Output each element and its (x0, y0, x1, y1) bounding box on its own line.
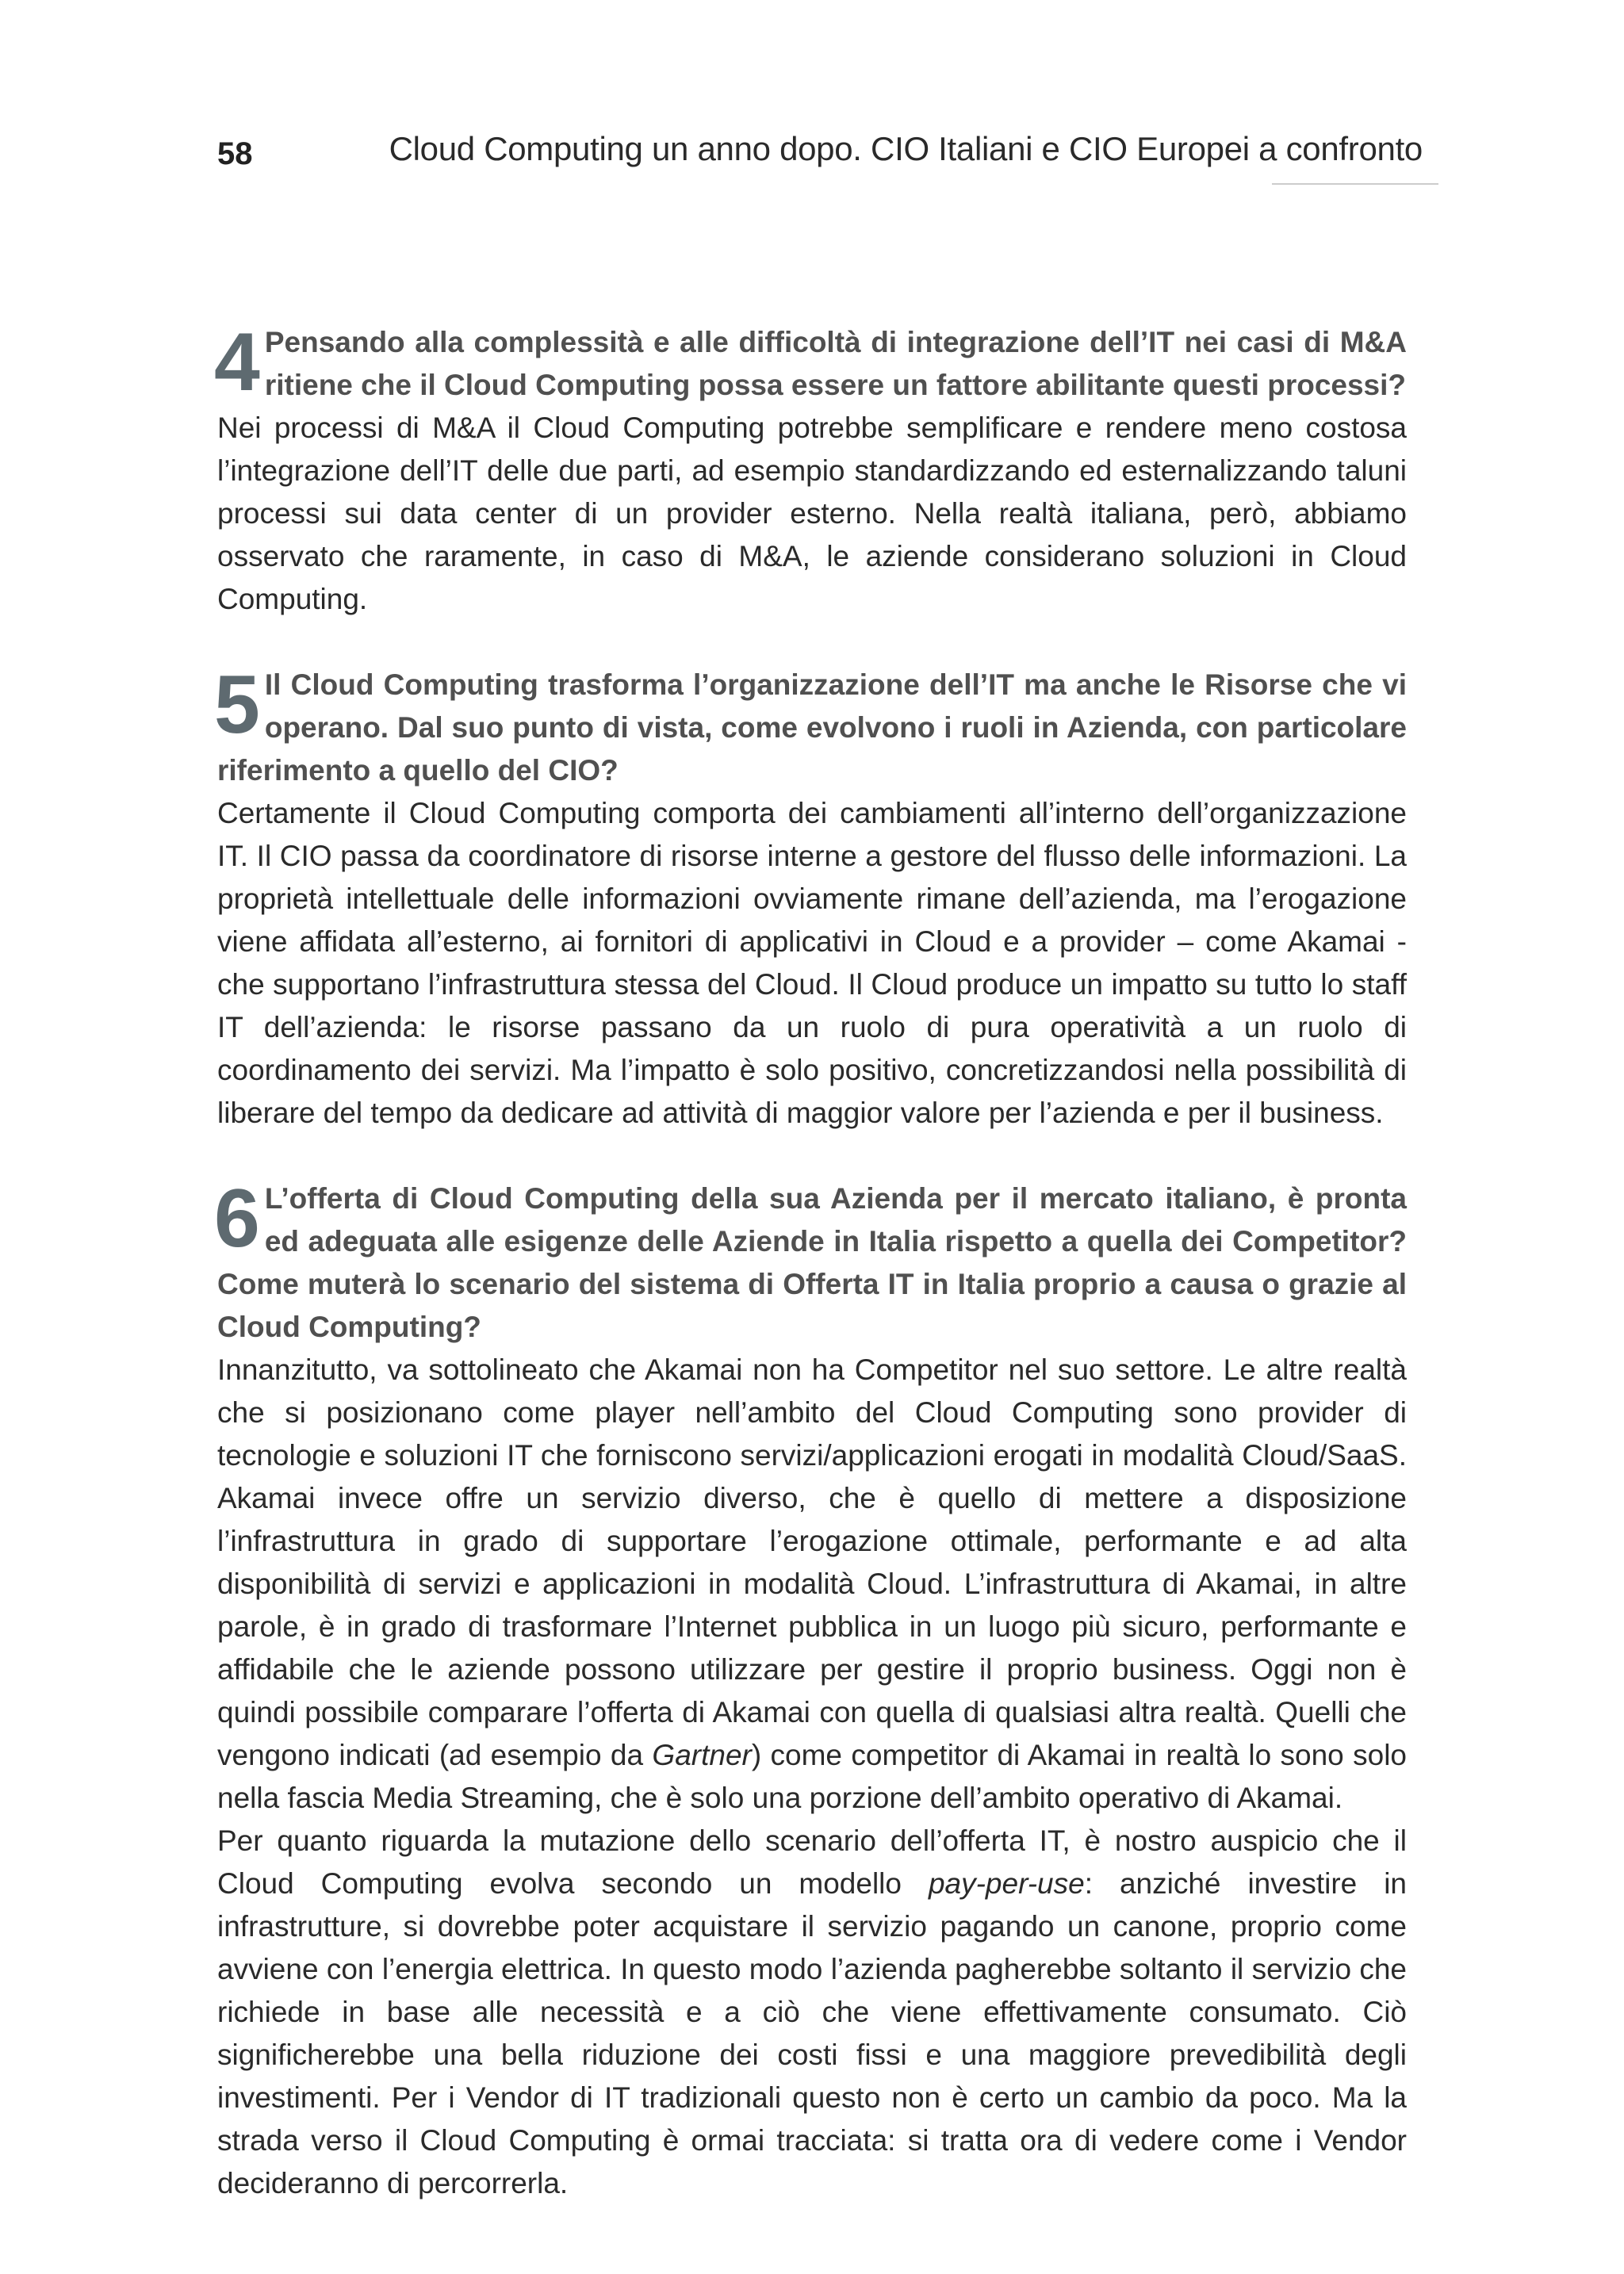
answer-paragraph (217, 1349, 1407, 1820)
question-text: Il Cloud Computing trasforma l’organizzazione dell’IT ma anche le Risorse che vi operano. Dal suo punto di vista, come evolvono i ruoli in Azienda, con particolare riferimento a quello del CIO? (217, 668, 1407, 787)
question-text: Pensando alla complessità e alle difficoltà di integrazione dell’IT nei casi di M&A ritiene che il Cloud Computing possa essere un fattore abilitante questi processi? (264, 326, 1407, 401)
question (214, 316, 1407, 408)
question-number: 5 (214, 659, 260, 751)
answer-text: Per quanto riguarda la mutazione dello scenario dell’offerta IT, è nostro auspicio che il Cloud Computing evolva secondo un modello (217, 1824, 1407, 1900)
answer-emphasis: Gartner (652, 1739, 752, 1771)
qa-section-6 (214, 1173, 1407, 2205)
running-title: Cloud Computing un anno dopo. CIO Italiani e CIO Europei a confronto (389, 130, 1423, 167)
question (214, 659, 1407, 792)
page-number: 58 (217, 136, 253, 171)
answer-text: Innanzitutto, va sottolineato che Akamai non ha Competitor nel suo settore. Le altre realtà che si posizionano come player nell’ambito del Cloud Computing sono provider di tecnologie e soluzioni IT che forniscono servizi/applicazioni erogati in modalità Cloud/SaaS. Akamai invece offre un servizio diverso, che è quello di mettere a disposizione l’infrastruttura in grado di supportare l’erogazione ottimale, performante e ad alta disponibilità di servizi e applicazioni in modalità Cloud. L’infrastruttura di Akamai, in altre parole, è in grado di trasformare l’Internet pubblica in un luogo più sicuro, performante e affidabile che le aziende possono utilizzare per gestire il proprio business. Oggi non è quindi possibile comparare l’offerta di Akamai con quella di qualsiasi altra realtà. Quelli che vengono indicati (ad esempio da (217, 1353, 1407, 1771)
answer-paragraph: Nei processi di M&A il Cloud Computing potrebbe semplificare e rendere meno costosa l’integrazione dell’IT delle due parti, ad esempio standardizzando ed esternalizzando taluni processi sui data center di un provider esterno. Nella realtà italiana, però, abbiamo osservato che raramente, in caso di M&A, le aziende considerano soluzioni in Cloud Computing. (217, 412, 1407, 615)
answer-text: : anziché investire in infrastrutture, si dovrebbe poter acquistare il servizio pagando un canone, proprio come avviene con l’energia elettrica. In questo modo l’azienda pagherebbe soltanto il servizio che richiede in base alle necessità e a ciò che viene effettivamente consumato. Ciò significherebbe una bella riduzione dei costi fissi e una maggiore prevedibilità degli investimenti. Per i Vendor di IT tradizionali questo non è certo un cambio da poco. Ma la strada verso il Cloud Computing è ormai tracciata: si tratta ora di vedere come i Vendor decideranno di percorrerla. (217, 1867, 1407, 2199)
question-number: 4 (214, 316, 260, 408)
qa-section-4 (214, 316, 1407, 621)
answer-text: ) come competitor di Akamai in realtà lo sono solo nella fascia Media Streaming, che è solo una porzione dell’ambito operativo di Akamai. (217, 1739, 1407, 1814)
page-content (214, 316, 1407, 2205)
answer-paragraph (217, 1820, 1407, 2205)
qa-section-5 (214, 659, 1407, 1135)
question-text: L’offerta di Cloud Computing della sua Azienda per il mercato italiano, è pronta ed adeguata alle esigenze delle Aziende in Italia rispetto a quella dei Competitor? Come muterà lo scenario del sistema di Offerta IT in Italia proprio a causa o grazie al Cloud Computing? (217, 1182, 1407, 1343)
question (214, 1173, 1407, 1349)
answer-paragraph: Certamente il Cloud Computing comporta dei cambiamenti all’interno dell’organizzazione IT. Il CIO passa da coordinatore di risorse interne a gestore del flusso delle informazioni. La proprietà intellettuale delle informazioni ovviamente rimane dell’azienda, ma l’erogazione viene affidata all’esterno, ai fornitori di applicativi in Cloud e a provider – come Akamai - che supportano l’infrastruttura stessa del Cloud. Il Cloud produce un impatto su tutto lo staff IT dell’azienda: le risorse passano da un ruolo di pura operatività a un ruolo di coordinamento dei servizi. Ma l’impatto è solo positivo, concretizzandosi nella possibilità di liberare del tempo da dedicare ad attività di maggior valore per l’azienda e per il business. (217, 797, 1407, 1129)
question-number: 6 (214, 1173, 260, 1265)
header-rule (1272, 183, 1438, 185)
answer-emphasis: pay-per-use (928, 1867, 1085, 1900)
page-header (217, 119, 1438, 190)
